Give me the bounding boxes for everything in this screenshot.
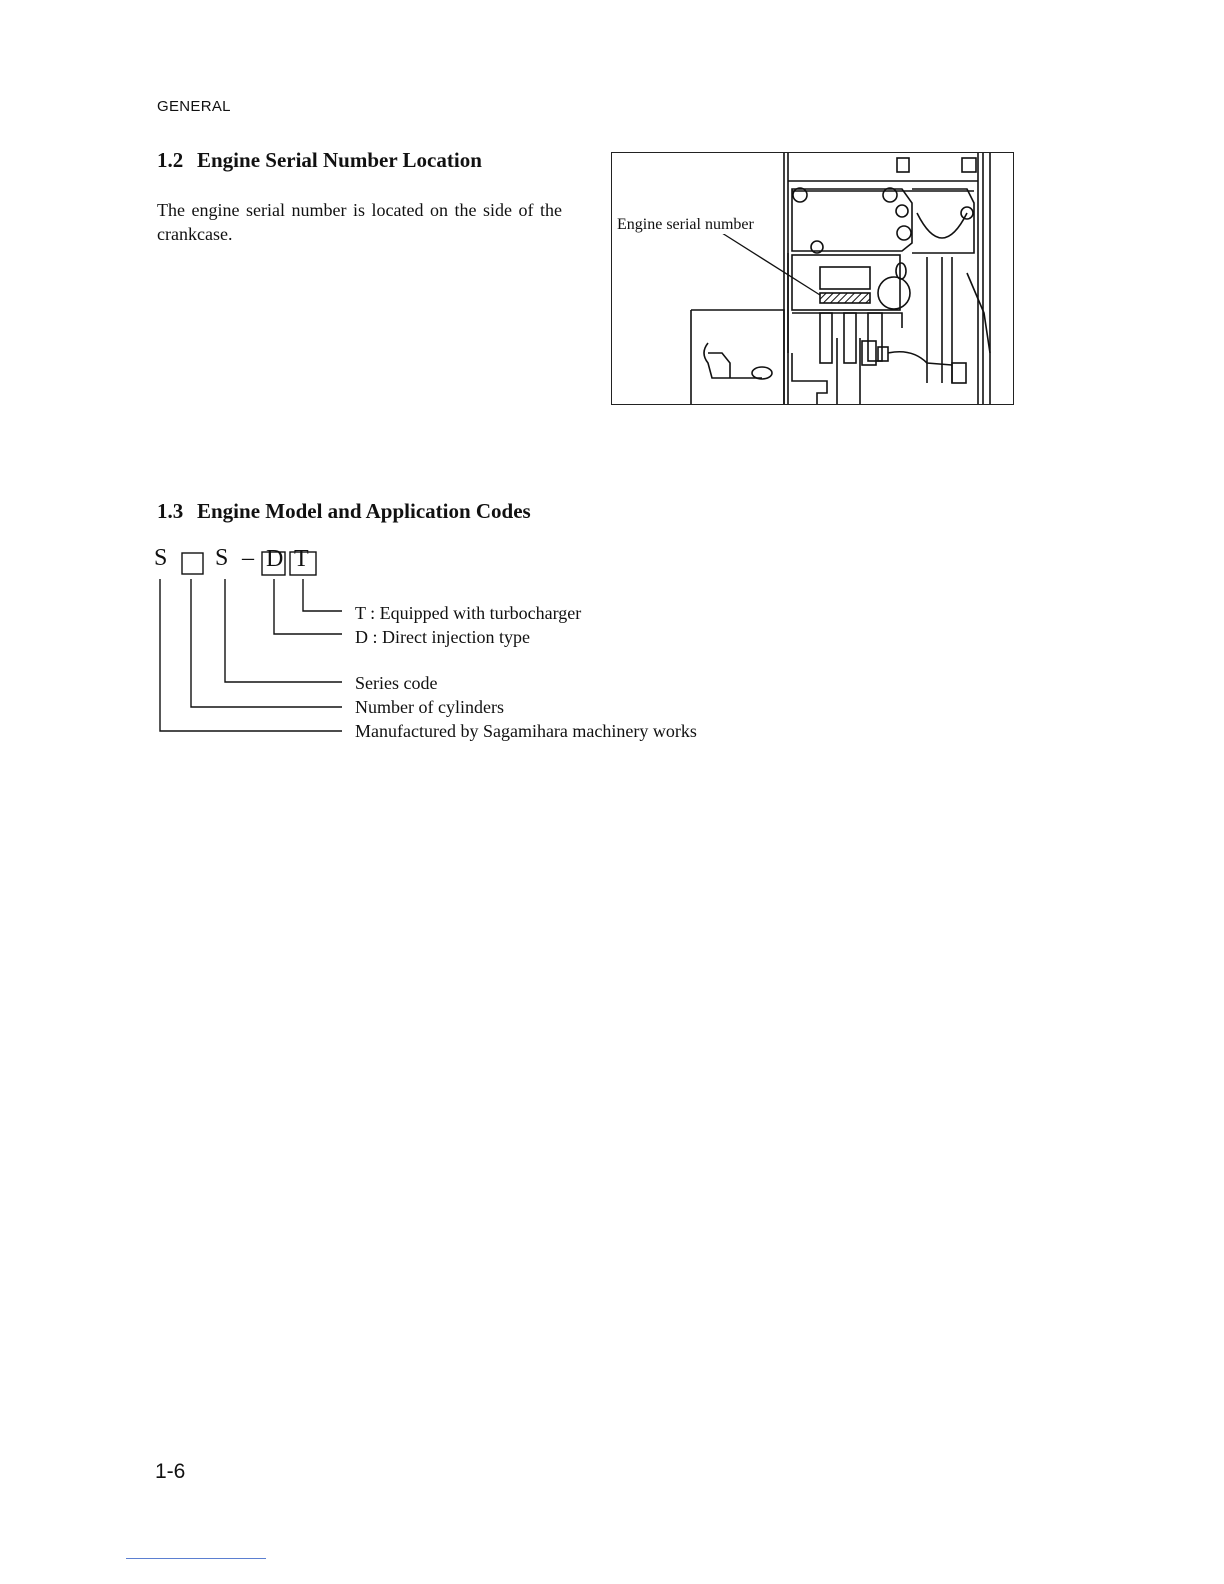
leader-series [225, 579, 342, 682]
code-box-t-frame [290, 552, 316, 575]
section-1-3-heading [157, 499, 531, 524]
legend-turbocharger: T : Equipped with turbocharger [355, 603, 582, 623]
code-box-d: D [266, 546, 284, 572]
legend-manufacturer: Manufactured by Sagamihara machinery works [355, 721, 697, 741]
section-1-2-heading [157, 148, 482, 173]
code-char-s-manufacturer: S [154, 545, 168, 571]
cylinder-count-box [182, 553, 203, 574]
running-header: GENERAL [157, 98, 231, 115]
code-box-t: T [294, 546, 309, 572]
section-1-3-title: Engine Model and Application Codes [197, 499, 531, 523]
leader-d [274, 579, 342, 634]
code-box-d-frame [262, 552, 285, 575]
code-char-s-series: S [215, 545, 229, 571]
legend-series-code: Series code [355, 673, 438, 693]
leader-t [303, 579, 342, 611]
legend-number-of-cylinders: Number of cylinders [355, 697, 504, 717]
page-number: 1-6 [155, 1460, 186, 1483]
leader-cylinders [191, 579, 342, 707]
engine-serial-number-figure [611, 152, 1014, 405]
leader-manufacturer [160, 579, 342, 731]
legend-direct-injection: D : Direct injection type [355, 627, 530, 647]
figure-label-engine-serial-number: Engine serial number [617, 216, 754, 233]
bottom-rule [126, 1558, 266, 1559]
engine-side-view-illustration [612, 153, 1014, 405]
code-dash: – [242, 545, 254, 571]
section-1-2-title: Engine Serial Number Location [197, 148, 482, 172]
section-1-2-paragraph: The engine serial number is located on the side of the crankcase. [157, 200, 562, 244]
model-code-diagram [150, 545, 770, 750]
section-1-3-number: 1.3 [157, 499, 184, 523]
section-1-2-number: 1.2 [157, 148, 184, 172]
